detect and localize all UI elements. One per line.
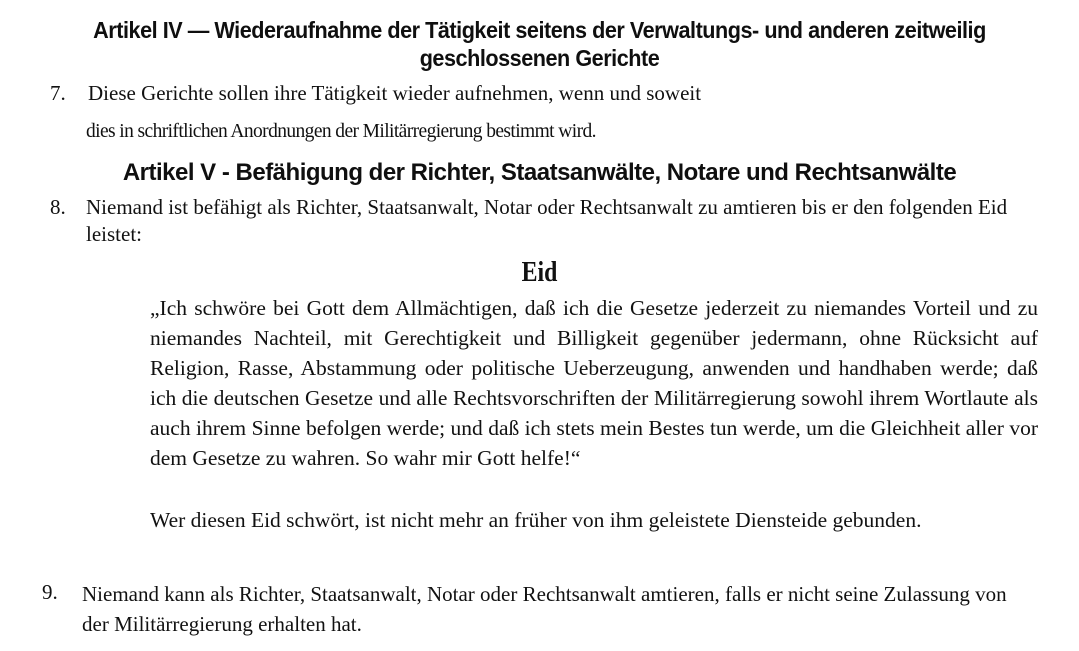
paragraph-8-text: Niemand ist befähigt als Richter, Staatsanwalt, Notar oder Rechtsanwalt zu amtieren bis er den folgenden Eid leistet: [86,195,1008,246]
oath-title: Eid [521,257,558,288]
oath-note: Wer diesen Eid schwört, ist nicht mehr an früher von ihm geleistete Diensteide gebunden. [150,508,922,532]
paragraph-7-number: 7. [50,81,66,105]
article-v-heading: Artikel V - Befähigung der Richter, Staatsanwälte, Notare und Rechtsanwälte [122,159,957,186]
paragraph-7-line1: Diese Gerichte sollen ihre Tätigkeit wieder aufnehmen, wenn und soweit [88,81,702,105]
oath-text: „Ich schwöre bei Gott dem Allmächtigen, daß ich die Gesetze jederzeit zu niemandes Vorteil und zu niemandes Nachteil, mit Gerechtigkeit und Billigkeit gegenüber jedermann, ohne Rücksicht auf Religion, Rasse, Abstammung oder politische Ueberzeugung, anwenden und handhaben werde; daß ich die deutschen Gesetze und alle Rechtsvorschriften der Militärregierung sowohl ihrem Wortlaute als auch ihrem Sinne befolgen werde; und daß ich stets mein Bestes tun werde, um die Gleichheit aller vor dem Gesetze zu wahren. So wahr mir Gott helfe!“ [150,296,1038,470]
paragraph-9-number: 9. [42,580,58,604]
article-iv-heading [0,16,1079,72]
paragraph-9-text: Niemand kann als Richter, Staatsanwalt, Notar oder Rechtsanwalt amtieren, falls er nicht seine Zulassung von der Militärregierung erhalten hat. [82,582,1007,636]
article-iv-heading-line1: Artikel IV — Wiederaufnahme der Tätigkeit seitens der Verwaltungs- und anderen zeitweilig [93,17,986,43]
paragraph-8-number: 8. [50,195,66,219]
paragraph-7-line2: dies in schriftlichen Anordnungen der Militärregierung bestimmt wird. [86,121,596,142]
article-iv-heading-line2: geschlossenen Gerichte [419,45,660,71]
